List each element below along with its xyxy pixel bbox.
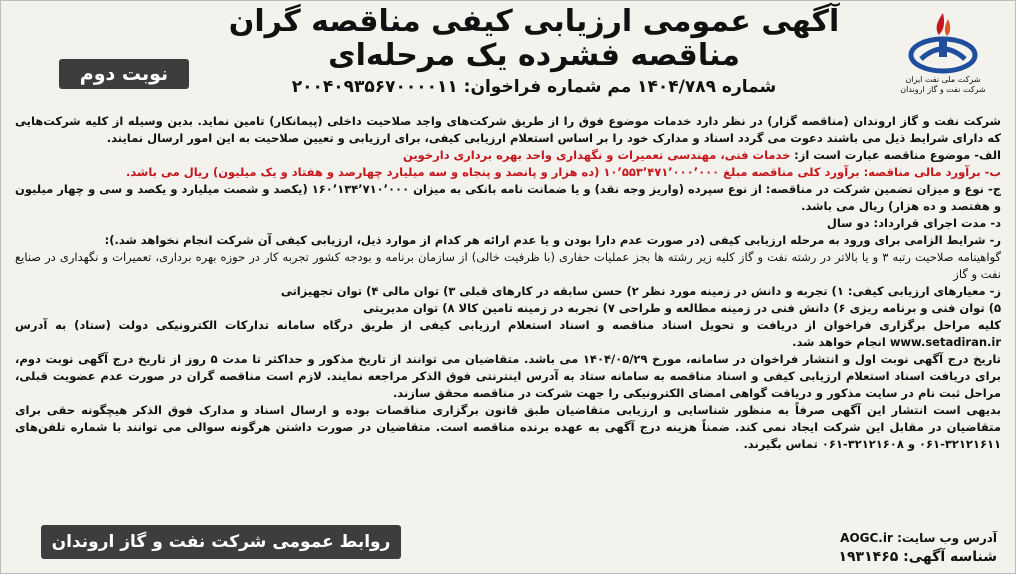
notice-body: [15, 113, 1001, 453]
company-logo: [883, 9, 1003, 109]
public-relations-bar: روابط عمومی شرکت نفت و گاز اروندان: [41, 525, 401, 559]
item-ze: ز- معیارهای ارزیابی کیفی: ۱) تجربه و دانش در زمینه مورد نظر ۲) حسن سابقه در کارهای قبلی ۳) توان مالی ۴) توان تجهیزاتی: [280, 284, 1001, 298]
notice-subtitle: مناقصه فشرده یک مرحله‌ای: [328, 38, 740, 73]
item-jim: ج- نوع و میزان تضمین شرکت در مناقصه: از نوع سپرده (واریز وجه نقد) و یا ضمانت نامه بانکی به میزان ۱۶۰٬۱۳۴٬۷۱۰٬۰۰۰ (یکصد و شصت میلیارد و یکصد و سی و چهار میلیون و هفتصد و ده هزار) ریال می باشد.: [15, 182, 1002, 213]
dates-paragraph: تاریخ درج آگهی نوبت اول و انتشار فراخوان در سامانه، مورخ ۱۴۰۴/۰۵/۲۹ می باشد. متقاضیان می توانند از تاریخ مذکور و حداکثر تا مدت ۵ روز از تاریخ درج آگهی نوبت دوم، برای دریافت اسناد استعلام ارزیابی کیفی و اسناد مناقصه به سامانه ستاد به آدرس اینترنتی فوق الذکر مراجعه نمایند. لازم است مناقصه گران در صورت عدم عضویت قبلی، مراحل ثبت نام در سایت مذکور و دریافت گواهی امضای الکترونیکی را جهت شرکت در مناقصه محقق سازند.: [15, 352, 1001, 400]
intro-paragraph: شرکت نفت و گاز اروندان (مناقصه گزار) در نظر دارد خدمات موضوع فوق را از طریق شرکت‌های واجد صلاحیت داخلی (پیمانکار) تامین نماید. بدین وسیله از کلیه شرکت‌هایی که دارای شرایط ذیل می باشند دعوت می گردد اسناد و مدارک خود را بر اساس استعلام ارزیابی کیفی، برای ارزیابی و تعیین صلاحیت به این امور ارسال نمایند.: [15, 114, 1001, 145]
logo-text-2: شرکت نفت و گاز اروندان: [900, 85, 986, 94]
title-block: [201, 5, 867, 97]
item-re-detail: گواهینامه صلاحیت رتبه ۳ و یا بالاتر در رشته نفت و گاز کلیه زیر رشته ها بجز عملیات حفاری (با ظرفیت خالی) از سازمان برنامه و بودجه کشور تجربه کار در حوزه بهره برداری، تعمیرات و نگهداری در صنایع نفت و گاز: [15, 250, 1001, 281]
item-re: ر- شرایط الزامی برای ورود به مرحله ارزیابی کیفی (در صورت عدم دارا بودن و یا عدم ارائه هر کدام از موارد ذیل، ارزیابی کیفی آن شرکت انجام نخواهد شد.):: [104, 233, 1001, 247]
notice-title: آگهی عمومی ارزیابی کیفی مناقصه گران: [228, 4, 840, 39]
item-alef-value: خدمات فنی، مهندسی تعمیرات و نگهداری واحد بهره برداری دارخوین: [402, 148, 791, 162]
setad-paragraph: کلیه مراحل برگزاری فراخوان از دریافت و تحویل اسناد مناقصه و اسناد استعلام ارزیابی کیفی از طریق درگاه سامانه تدارکات الکترونیکی دولت (ستاد) به آدرس www.setadiran.ir انجام خواهد شد.: [15, 318, 1001, 349]
logo-text-1: شرکت ملی نفت ایران: [905, 75, 981, 84]
notice-id: شناسه آگهی: ۱۹۳۱۴۶۵: [838, 549, 997, 565]
note-paragraph: بدیهی است انتشار این آگهی صرفاً به منظور شناسایی و ارزیابی متقاضیان طبق قانون برگزاری مناقصات بوده و ارسال اسناد و مدارک فوق الذکر هیچگونه حقی برای متقاضیان در مقابل این شرکت ایجاد نمی کند. ضمناً هزینه درج آگهی به عهده برنده مناقصه است. متقاضیان در صورت داشتن هرگونه سوالی می توانند با شماره تلفن‌های ۳۲۱۲۱۶۱۱-۰۶۱ و ۳۲۱۲۱۶۰۸-۰۶۱ تماس بگیرند.: [15, 403, 1001, 451]
item-ze-2: ۵) توان فنی و برنامه ریزی ۶) دانش فنی در زمینه مطالعه و طراحی ۷) تجربه در زمینه تامین کالا ۸) توان مدیریتی: [363, 301, 1001, 315]
round-badge: نوبت دوم: [59, 59, 189, 89]
item-alef-label: الف- موضوع مناقصه عبارت است از:: [794, 148, 1001, 162]
notice-number: شماره ۱۴۰۴/۷۸۹ مم شماره فراخوان: ۲۰۰۴۰۹۳۵۶۷۰۰۰۰۱۱: [291, 77, 777, 97]
notice-header: [1, 1, 1016, 113]
item-dal: د- مدت اجرای قرارداد: دو سال: [826, 216, 1001, 230]
item-alef: [15, 147, 1001, 164]
nioc-logo-icon: [906, 9, 980, 75]
website-line: آدرس وب سایت: AOGC.ir: [840, 531, 997, 545]
item-be: ب- برآورد مالی مناقصه: برآورد کلی مناقصه مبلغ ۱۰٬۵۵۳٬۴۷۱٬۰۰۰٬۰۰۰ (ده هزار و پانصد و پنجاه و سه میلیارد چهارصد و هفتاد و یک میلیون) ریال می باشد.: [126, 165, 1001, 179]
